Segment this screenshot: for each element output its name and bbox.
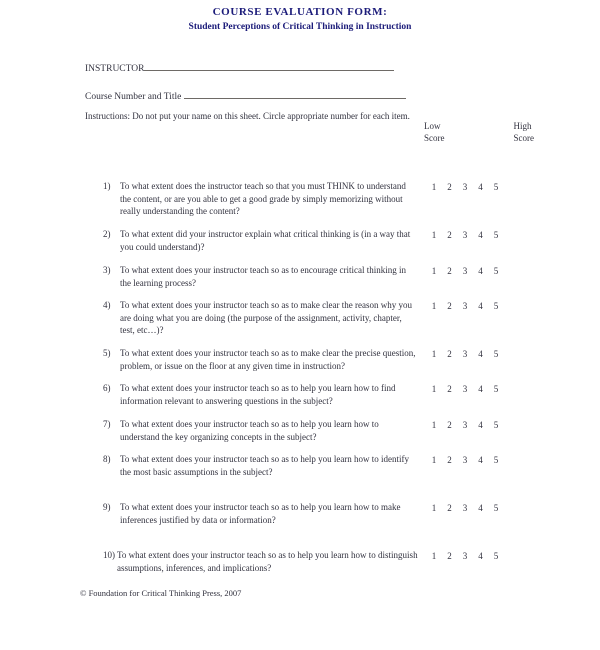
rating-5[interactable]: 5 <box>493 182 499 192</box>
rating-1[interactable]: 1 <box>431 301 437 311</box>
course-title-input-line[interactable] <box>184 88 406 99</box>
rating-2[interactable]: 2 <box>447 266 452 276</box>
course-field-row <box>85 88 406 102</box>
rating-2[interactable]: 2 <box>447 349 452 359</box>
question-text: To what extent does your instructor teach so as to make clear the precise question, problem, or issue on the floor at any given time in instruction? <box>120 348 416 371</box>
score-scale-header <box>424 120 534 144</box>
rating-3[interactable]: 3 <box>462 301 468 311</box>
rating-5[interactable]: 5 <box>493 455 499 465</box>
rating-scale-row <box>430 229 500 241</box>
rating-2[interactable]: 2 <box>447 301 452 311</box>
rating-1[interactable]: 1 <box>431 551 437 561</box>
question-text: To what extent does your instructor teach so as to help you learn how to understand the key organizing concepts in the subject? <box>120 419 379 442</box>
rating-1[interactable]: 1 <box>431 384 437 394</box>
rating-4[interactable]: 4 <box>478 455 483 465</box>
rating-scale-row <box>430 454 500 466</box>
rating-5[interactable]: 5 <box>493 230 499 240</box>
rating-5[interactable]: 5 <box>493 551 499 561</box>
rating-2[interactable]: 2 <box>447 230 452 240</box>
rating-scale-row <box>430 419 500 431</box>
question-text: To what extent does your instructor teach so as to help you learn how to make inferences justified by data or information? <box>120 502 401 525</box>
course-title-label: Course Number and Title <box>85 92 182 102</box>
question-text: To what extent does your instructor teach so as to make clear the reason why you are doing what you are doing (the purpose of the assignment, activity, chapter, test, etc…)? <box>120 300 413 335</box>
rating-5[interactable]: 5 <box>493 503 499 513</box>
question-text: To what extent does your instructor teach so as to help you learn how to find information relevant to answering questions in the subject? <box>120 383 396 406</box>
rating-scale-row <box>430 348 500 360</box>
low-score-header: Low Score <box>424 121 445 143</box>
question-text: To what extent does the instructor teach so that you must THINK to understand the content, or are you able to get a good grade by simply memorizing without really understanding the content? <box>120 181 406 216</box>
question-number: 1) <box>103 181 111 191</box>
rating-3[interactable]: 3 <box>462 182 468 192</box>
rating-4[interactable]: 4 <box>478 420 483 430</box>
rating-1[interactable]: 1 <box>431 455 437 465</box>
rating-scale-row <box>430 265 500 277</box>
high-score-header: High Score <box>513 121 534 143</box>
instructor-label: INSTRUCTOR <box>85 64 145 74</box>
rating-1[interactable]: 1 <box>431 420 437 430</box>
question-number: 6) <box>103 383 111 393</box>
rating-2[interactable]: 2 <box>447 551 452 561</box>
rating-1[interactable]: 1 <box>431 349 437 359</box>
rating-4[interactable]: 4 <box>478 182 483 192</box>
rating-scale-row <box>430 181 500 193</box>
rating-5[interactable]: 5 <box>493 266 499 276</box>
question-text: To what extent does your instructor teach so as to encourage critical thinking in the learning process? <box>120 265 407 288</box>
rating-3[interactable]: 3 <box>462 349 468 359</box>
question-number: 8) <box>103 454 111 464</box>
instructor-field-row <box>85 60 394 74</box>
rating-3[interactable]: 3 <box>462 230 468 240</box>
rating-2[interactable]: 2 <box>447 503 452 513</box>
rating-1[interactable]: 1 <box>431 182 437 192</box>
rating-1[interactable]: 1 <box>431 503 437 513</box>
instructor-input-line[interactable] <box>144 60 394 71</box>
question-number: 10) <box>103 550 115 560</box>
rating-5[interactable]: 5 <box>493 301 499 311</box>
rating-5[interactable]: 5 <box>493 349 499 359</box>
question-number: 9) <box>103 502 111 512</box>
rating-4[interactable]: 4 <box>478 551 483 561</box>
rating-3[interactable]: 3 <box>462 503 468 513</box>
rating-1[interactable]: 1 <box>431 266 437 276</box>
question-number: 3) <box>103 265 111 275</box>
question-number: 2) <box>103 229 111 239</box>
rating-5[interactable]: 5 <box>493 384 499 394</box>
copyright-footer: © Foundation for Critical Thinking Press, 2007 <box>80 588 242 598</box>
rating-3[interactable]: 3 <box>462 551 468 561</box>
question-number: 4) <box>103 300 111 310</box>
rating-3[interactable]: 3 <box>462 266 468 276</box>
rating-4[interactable]: 4 <box>478 503 483 513</box>
rating-4[interactable]: 4 <box>478 266 483 276</box>
rating-3[interactable]: 3 <box>462 455 468 465</box>
rating-scale-row <box>430 300 500 312</box>
rating-2[interactable]: 2 <box>447 420 452 430</box>
rating-3[interactable]: 3 <box>462 384 468 394</box>
rating-4[interactable]: 4 <box>478 384 483 394</box>
rating-2[interactable]: 2 <box>447 182 452 192</box>
rating-1[interactable]: 1 <box>431 230 437 240</box>
rating-scale-row <box>430 550 500 562</box>
page-subtitle: Student Perceptions of Critical Thinking in Instruction <box>188 22 412 32</box>
rating-4[interactable]: 4 <box>478 349 483 359</box>
rating-scale-row <box>430 383 500 395</box>
rating-4[interactable]: 4 <box>478 230 483 240</box>
rating-scale-row <box>430 502 500 514</box>
question-text: To what extent did your instructor explain what critical thinking is (in a way that you could understand)? <box>120 229 411 252</box>
question-number: 5) <box>103 348 111 358</box>
page-title: COURSE EVALUATION FORM: <box>212 6 388 18</box>
rating-2[interactable]: 2 <box>447 455 452 465</box>
question-text: To what extent does your instructor teach so as to help you learn how to identify the most basic assumptions in the subject? <box>120 454 410 477</box>
question-number: 7) <box>103 419 111 429</box>
rating-5[interactable]: 5 <box>493 420 499 430</box>
rating-2[interactable]: 2 <box>447 384 452 394</box>
question-text: To what extent does your instructor teach so as to help you learn how to distinguish assumptions, inferences, and implications? <box>117 550 418 573</box>
instructions-text: Instructions: Do not put your name on this sheet. Circle appropriate number for each item. <box>85 111 410 121</box>
rating-4[interactable]: 4 <box>478 301 483 311</box>
rating-3[interactable]: 3 <box>462 420 468 430</box>
